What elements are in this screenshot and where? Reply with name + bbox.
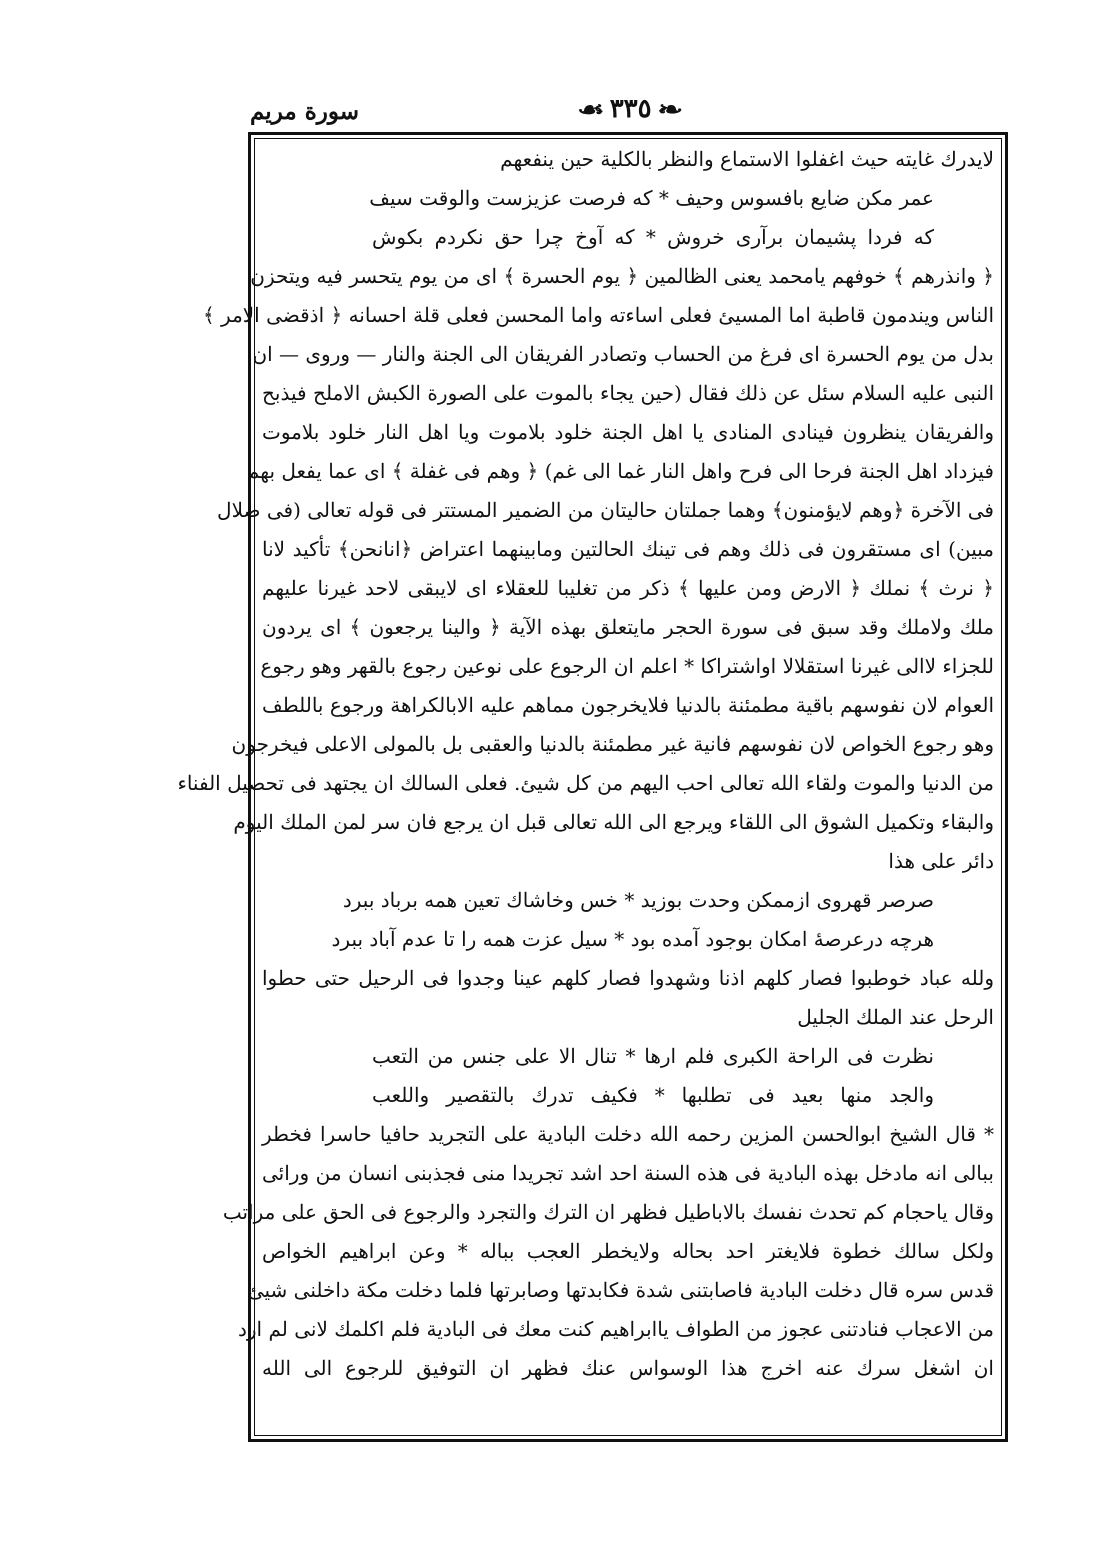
ornament-right-icon: ☙ <box>576 97 605 123</box>
main-text <box>177 140 994 1430</box>
verse-line: هرچه درعرصهٔ امكان بوجود آمده بود * سيل عزت همه را تا عدم آباد ببرد <box>331 927 934 951</box>
text-line: فى الآخرة ﴿وهم لايؤمنون﴾ وهما جملتان حاليتان من الضمير المستتر فى قوله تعالى (فى ضلال <box>217 498 994 522</box>
text-line: والبقاء وتكميل الشوق الى اللقاء ويرجع الى الله تعالى قبل ان يرجع فان سر لمن الملك اليوم <box>233 810 994 834</box>
text-line: دائر على هذا <box>888 849 994 873</box>
verse-line: نظرت فى الراحة الكبرى فلم ارها * تنال الا على جنس من التعب <box>372 1044 934 1068</box>
text-line: للجزاء لاالى غيرنا استقلالا اواشتراكا * اعلم ان الرجوع على نوعين رجوع بالقهر وهو رجوع <box>260 654 994 678</box>
verse-line: كه فردا پشيمان برآرى خروش * كه آوخ چرا حق نكردم بكوش <box>372 225 934 249</box>
text-line: النبى عليه السلام سئل عن ذلك فقال (حين يجاء بالموت على الصورة الكبش الاملح فيذبح <box>262 381 994 405</box>
text-line: ﴿ نرث ﴾ نملك ﴿ الارض ومن عليها ﴾ ذكر من تغليبا للعقلاء اى لايبقى لاحد غيرنا عليهم <box>262 576 994 600</box>
text-line: * قال الشيخ ابوالحسن المزين رحمه الله دخلت البادية على التجريد حافيا حاسرا فخطر <box>262 1122 994 1146</box>
text-line: ولكل سالك خطوة فلايغتر احد بحاله ولايخطر العجب بباله * وعن ابراهيم الخواص <box>262 1239 994 1263</box>
page-number: ٣٣٥ <box>609 94 652 124</box>
text-line: قدس سره قال دخلت البادية فاصابتنى شدة فكابدتها وصابرتها فلما دخلت مكة داخلنى شيئ <box>247 1278 994 1302</box>
page-header <box>0 82 1117 132</box>
text-line: لايدرك غايته حيث اغفلوا الاستماع والنظر بالكلية حين ينفعهم <box>500 147 994 171</box>
text-line: من الدنيا والموت ولقاء الله تعالى احب اليهم من كل شيئ. فعلى السالك ان يجتهد فى تحصيل الفناء <box>177 771 994 795</box>
verse-line: والجد منها بعيد فى تطلبها * فكيف تدرك بالتقصير واللعب <box>372 1083 934 1107</box>
text-line: ان اشغل سرك عنه اخرج هذا الوسواس عنك فظهر ان التوفيق للرجوع الى الله <box>262 1356 994 1380</box>
text-line: ملك ولاملك وقد سبق فى سورة الحجر مايتعلق بهذه الآية ﴿ والينا يرجعون ﴾ اى يردون <box>262 615 994 639</box>
text-line: وهو رجوع الخواص لان نفوسهم فانية غير مطمئنة بالدنيا والعقبى بل بالمولى الاعلى فيخرجون <box>231 732 994 756</box>
text-line: مبين) اى مستقرون فى ذلك وهم فى تينك الحالتين ومابينهما اعتراض ﴿انانحن﴾ تأكيد لانا <box>262 537 994 561</box>
text-line: فيزداد اهل الجنة فرحا الى فرح واهل النار غما الى غم) ﴿ وهم فى غفلة ﴾ اى عما يفعل بهم <box>246 459 994 483</box>
text-line: ﴿ وانذرهم ﴾ خوفهم يامحمد يعنى الظالمين ﴿ يوم الحسرة ﴾ اى من يوم يتحسر فيه ويتحزن <box>250 264 994 288</box>
text-line: الناس ويندمون قاطبة اما المسيئ فعلى اساءته واما المحسن فعلى قلة احسانه ﴿ اذقضى الامر ﴾ <box>202 303 994 327</box>
text-line: ببالى انه مادخل بهذه البادية فى هذه السنة احد اشد تجريدا منى فجذبنى انسان من ورائى <box>262 1161 994 1185</box>
verse-line: عمر مكن ضايع بافسوس وحيف * كه فرصت عزيزست والوقت سيف <box>369 186 934 210</box>
text-line: من الاعجاب فنادتنى عجوز من الطواف ياابراهيم كنت معك فى البادية فلم اكلمك لانى لم ارد <box>237 1317 994 1341</box>
text-line: الرحل عند الملك الجليل <box>797 1005 994 1029</box>
page-number-group <box>560 94 700 124</box>
verse-line: صرصر قهروى ازممكن وحدت بوزيد * خس وخاشاك تعين همه برباد ببرد <box>342 888 934 912</box>
ornament-left-icon: ❧ <box>656 97 683 123</box>
text-line: العوام لان نفوسهم باقية مطمئنة بالدنيا فلايخرجون مماهم عليه الابالكراهة ورجوع باللطف <box>262 693 994 717</box>
text-line: وقال ياحجام كم تحدث نفسك بالاباطيل فظهر ان الترك والتجرد والرجوع فى الحق على مراتب <box>222 1200 994 1224</box>
surah-title: سورة مريم <box>250 98 360 125</box>
text-line: والفريقان ينظرون فينادى المنادى يا اهل الجنة خلود بلاموت ويا اهل النار خلود بلاموت <box>262 420 994 444</box>
text-line: بدل من يوم الحسرة اى فرغ من الحساب وتصادر الفريقان الى الجنة والنار — وروى — ان <box>252 342 994 366</box>
text-line: ولله عباد خوطبوا فصار كلهم اذنا وشهدوا فصار كلهم عينا وجدوا فى الرحيل حتى حطوا <box>262 966 994 990</box>
